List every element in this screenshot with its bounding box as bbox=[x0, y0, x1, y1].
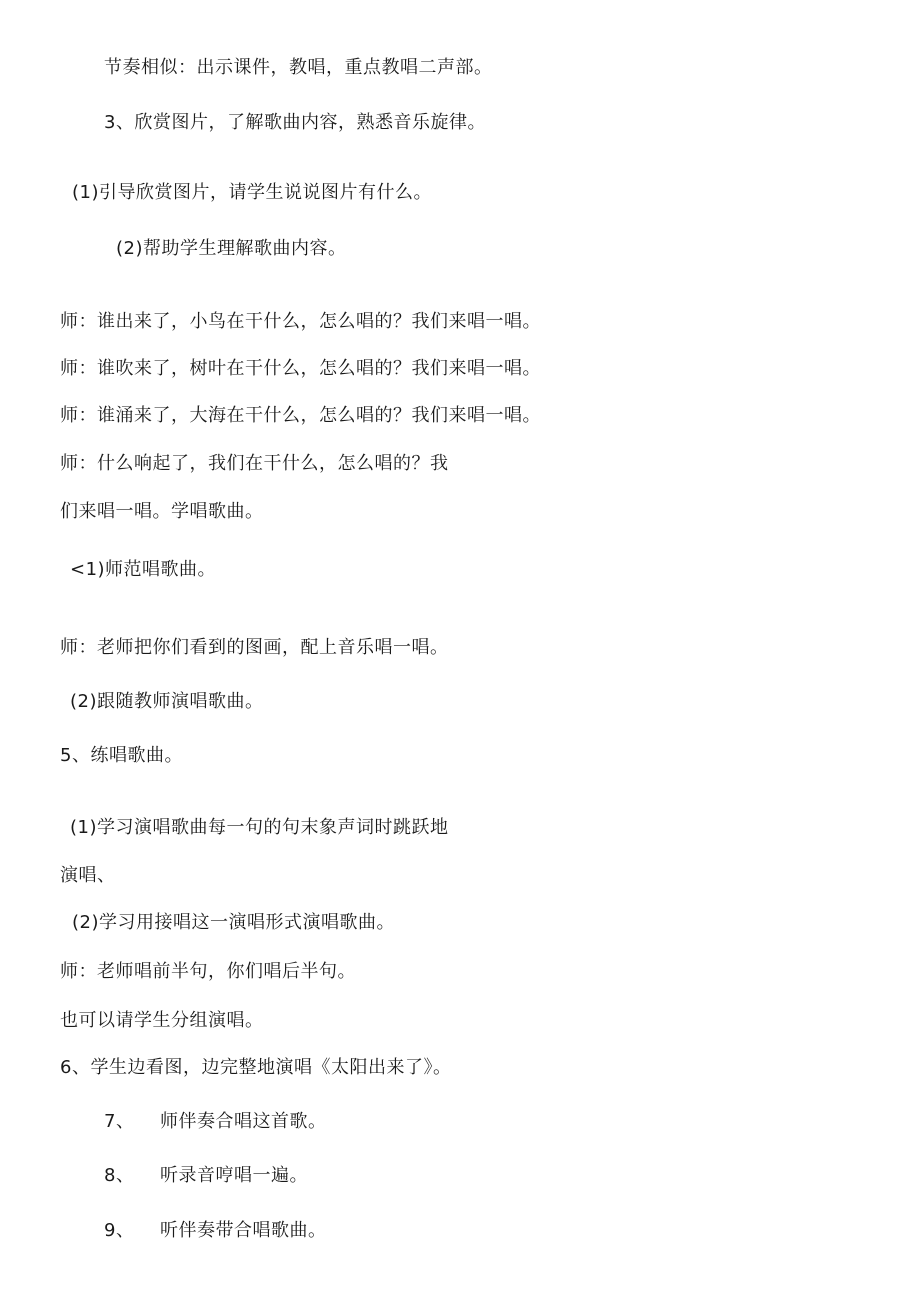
text-line: <1)师范唱歌曲。 bbox=[70, 559, 217, 580]
text-line: 师：谁吹来了，树叶在干什么，怎么唱的？我们来唱一唱。 bbox=[60, 358, 541, 379]
item-number: 9、 bbox=[104, 1220, 135, 1241]
text-line: 们来唱一唱。学唱歌曲。 bbox=[60, 501, 264, 522]
text-line: 师：谁涌来了，大海在干什么，怎么唱的？我们来唱一唱。 bbox=[60, 405, 541, 426]
text-line: 师：谁出来了，小鸟在干什么，怎么唱的？我们来唱一唱。 bbox=[60, 311, 541, 332]
numbered-item bbox=[104, 1219, 327, 1243]
numbered-item bbox=[104, 1110, 327, 1134]
item-text: 听录音哼唱一遍。 bbox=[160, 1165, 308, 1186]
text-line: 3、欣赏图片，了解歌曲内容，熟悉音乐旋律。 bbox=[104, 112, 486, 133]
text-line: 师：什么响起了，我们在干什么，怎么唱的？我 bbox=[60, 453, 449, 474]
text-line: 也可以请学生分组演唱。 bbox=[60, 1010, 264, 1031]
text-line: 演唱、 bbox=[60, 865, 116, 886]
text-line: (2)帮助学生理解歌曲内容。 bbox=[116, 238, 347, 259]
text-line: (2)跟随教师演唱歌曲。 bbox=[70, 691, 264, 712]
text-line: 师：老师唱前半句，你们唱后半句。 bbox=[60, 961, 356, 982]
text-line: (2)学习用接唱这一演唱形式演唱歌曲。 bbox=[72, 912, 395, 933]
text-line: (1)学习演唱歌曲每一句的句末象声词时跳跃地 bbox=[70, 817, 449, 838]
item-text: 师伴奏合唱这首歌。 bbox=[160, 1111, 327, 1132]
item-text: 听伴奏带合唱歌曲。 bbox=[160, 1220, 327, 1241]
text-line: (1)引导欣赏图片，请学生说说图片有什么。 bbox=[72, 182, 432, 203]
text-line: 节奏相似：出示课件，教唱，重点教唱二声部。 bbox=[104, 57, 493, 78]
text-line: 5、练唱歌曲。 bbox=[60, 745, 183, 766]
item-number: 8、 bbox=[104, 1165, 135, 1186]
numbered-item bbox=[104, 1164, 308, 1188]
item-number: 7、 bbox=[104, 1111, 135, 1132]
text-line: 6、学生边看图，边完整地演唱《太阳出来了》。 bbox=[60, 1057, 452, 1078]
text-line: 师：老师把你们看到的图画，配上音乐唱一唱。 bbox=[60, 637, 449, 658]
